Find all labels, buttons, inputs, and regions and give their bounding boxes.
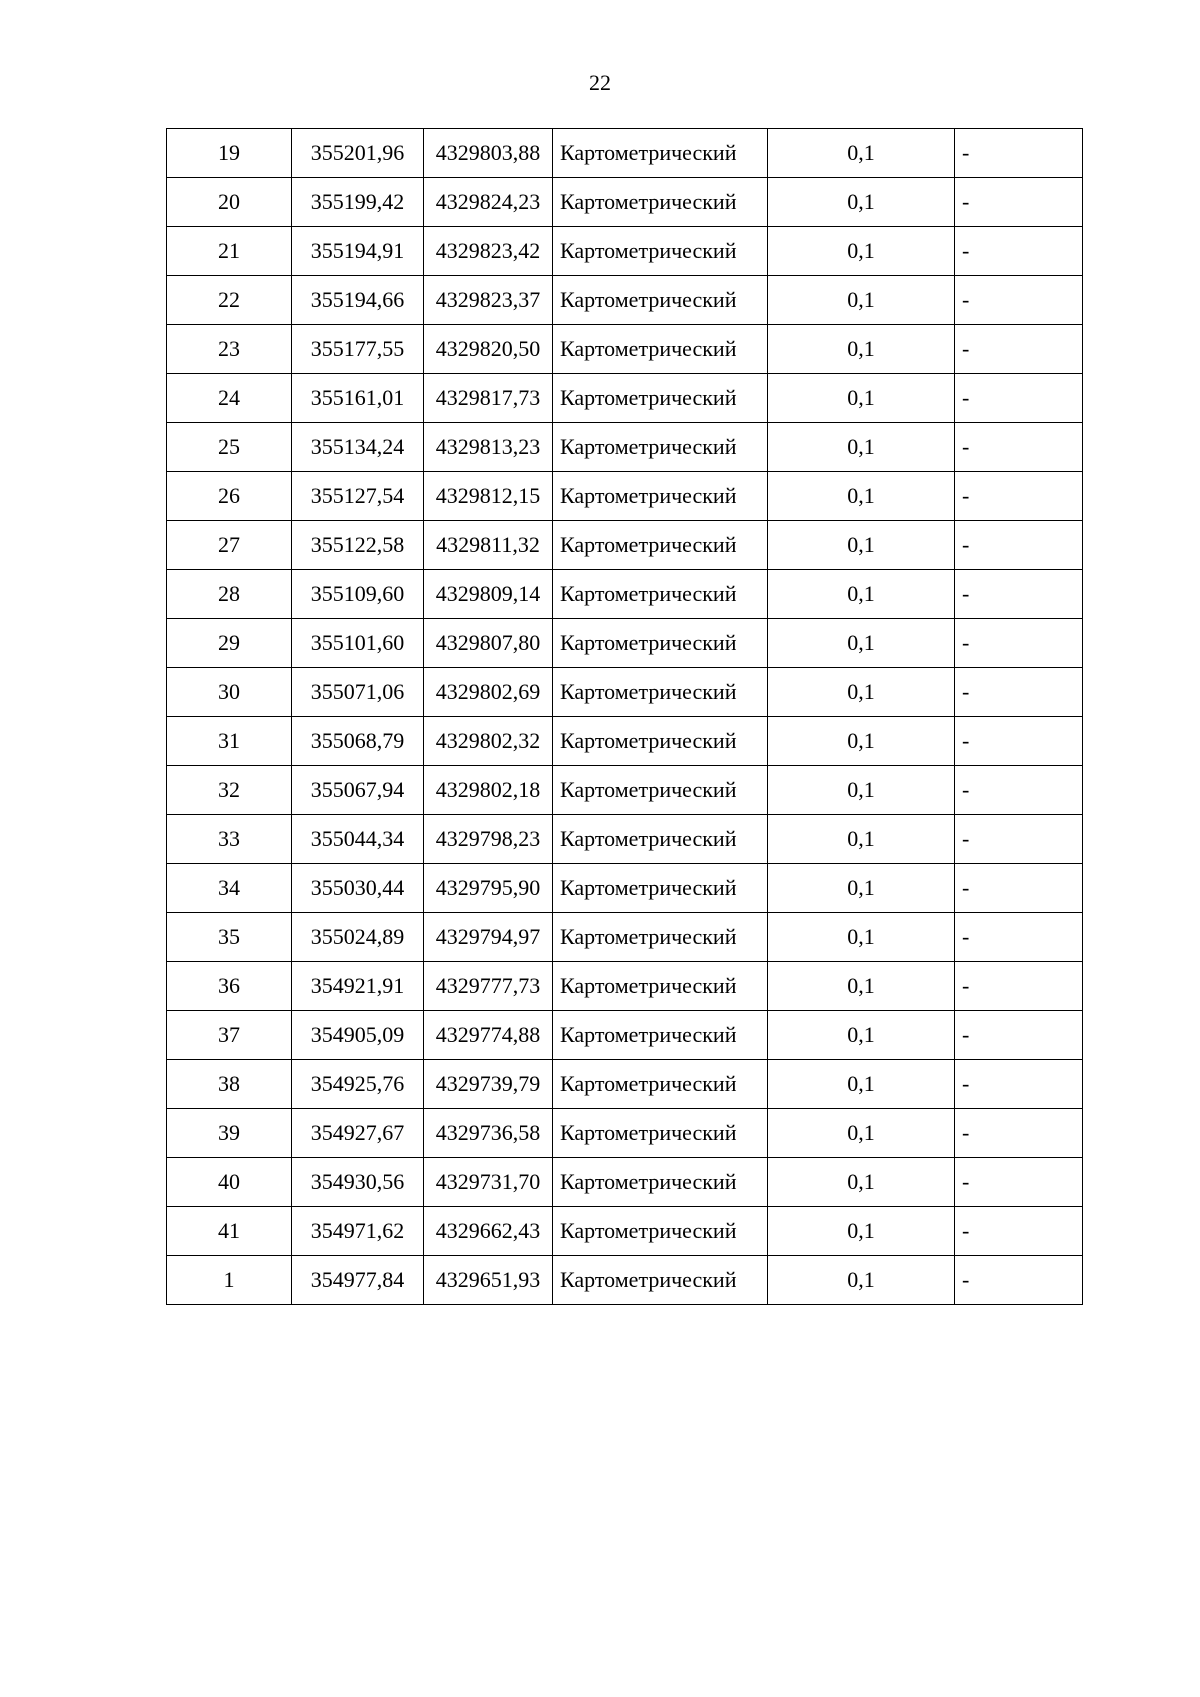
x-coordinate-cell: 355201,96 [292, 129, 424, 178]
x-coordinate-cell: 354971,62 [292, 1207, 424, 1256]
accuracy-cell: 0,1 [768, 766, 955, 815]
method-cell: Картометрический [553, 815, 768, 864]
accuracy-cell: 0,1 [768, 521, 955, 570]
method-cell: Картометрический [553, 1109, 768, 1158]
y-coordinate-cell: 4329802,69 [424, 668, 553, 717]
note-cell: - [955, 374, 1083, 423]
method-cell: Картометрический [553, 570, 768, 619]
note-cell: - [955, 1109, 1083, 1158]
note-cell: - [955, 178, 1083, 227]
note-cell: - [955, 913, 1083, 962]
point-number-cell: 28 [167, 570, 292, 619]
x-coordinate-cell: 355068,79 [292, 717, 424, 766]
note-cell: - [955, 717, 1083, 766]
y-coordinate-cell: 4329736,58 [424, 1109, 553, 1158]
y-coordinate-cell: 4329651,93 [424, 1256, 553, 1305]
note-cell: - [955, 1256, 1083, 1305]
note-cell: - [955, 521, 1083, 570]
note-cell: - [955, 668, 1083, 717]
point-number-cell: 32 [167, 766, 292, 815]
method-cell: Картометрический [553, 913, 768, 962]
method-cell: Картометрический [553, 1207, 768, 1256]
table-row [167, 1011, 1083, 1060]
method-cell: Картометрический [553, 472, 768, 521]
table-row [167, 1060, 1083, 1109]
method-cell: Картометрический [553, 766, 768, 815]
x-coordinate-cell: 354905,09 [292, 1011, 424, 1060]
method-cell: Картометрический [553, 227, 768, 276]
point-number-cell: 21 [167, 227, 292, 276]
y-coordinate-cell: 4329739,79 [424, 1060, 553, 1109]
y-coordinate-cell: 4329807,80 [424, 619, 553, 668]
accuracy-cell: 0,1 [768, 374, 955, 423]
point-number-cell: 25 [167, 423, 292, 472]
table-row [167, 619, 1083, 668]
table-row [167, 227, 1083, 276]
point-number-cell: 30 [167, 668, 292, 717]
note-cell: - [955, 815, 1083, 864]
method-cell: Картометрический [553, 1060, 768, 1109]
y-coordinate-cell: 4329812,15 [424, 472, 553, 521]
method-cell: Картометрический [553, 1011, 768, 1060]
point-number-cell: 29 [167, 619, 292, 668]
x-coordinate-cell: 355071,06 [292, 668, 424, 717]
accuracy-cell: 0,1 [768, 325, 955, 374]
point-number-cell: 20 [167, 178, 292, 227]
y-coordinate-cell: 4329777,73 [424, 962, 553, 1011]
y-coordinate-cell: 4329795,90 [424, 864, 553, 913]
method-cell: Картометрический [553, 962, 768, 1011]
method-cell: Картометрический [553, 129, 768, 178]
note-cell: - [955, 227, 1083, 276]
accuracy-cell: 0,1 [768, 1109, 955, 1158]
table-row [167, 276, 1083, 325]
x-coordinate-cell: 355161,01 [292, 374, 424, 423]
table-row [167, 472, 1083, 521]
table-row [167, 178, 1083, 227]
point-number-cell: 33 [167, 815, 292, 864]
note-cell: - [955, 1011, 1083, 1060]
accuracy-cell: 0,1 [768, 1011, 955, 1060]
y-coordinate-cell: 4329802,18 [424, 766, 553, 815]
y-coordinate-cell: 4329813,23 [424, 423, 553, 472]
x-coordinate-cell: 355030,44 [292, 864, 424, 913]
table-row [167, 1256, 1083, 1305]
y-coordinate-cell: 4329824,23 [424, 178, 553, 227]
y-coordinate-cell: 4329662,43 [424, 1207, 553, 1256]
note-cell: - [955, 962, 1083, 1011]
y-coordinate-cell: 4329811,32 [424, 521, 553, 570]
method-cell: Картометрический [553, 717, 768, 766]
method-cell: Картометрический [553, 521, 768, 570]
table-row [167, 325, 1083, 374]
table-row [167, 717, 1083, 766]
point-number-cell: 39 [167, 1109, 292, 1158]
table-row [167, 668, 1083, 717]
x-coordinate-cell: 355024,89 [292, 913, 424, 962]
coordinates-table [166, 128, 1083, 1305]
note-cell: - [955, 1207, 1083, 1256]
note-cell: - [955, 129, 1083, 178]
accuracy-cell: 0,1 [768, 423, 955, 472]
table-row [167, 521, 1083, 570]
table-row [167, 374, 1083, 423]
accuracy-cell: 0,1 [768, 570, 955, 619]
y-coordinate-cell: 4329817,73 [424, 374, 553, 423]
x-coordinate-cell: 354927,67 [292, 1109, 424, 1158]
table-row [167, 570, 1083, 619]
accuracy-cell: 0,1 [768, 276, 955, 325]
table-row [167, 864, 1083, 913]
x-coordinate-cell: 354925,76 [292, 1060, 424, 1109]
accuracy-cell: 0,1 [768, 619, 955, 668]
x-coordinate-cell: 355101,60 [292, 619, 424, 668]
x-coordinate-cell: 355122,58 [292, 521, 424, 570]
point-number-cell: 26 [167, 472, 292, 521]
point-number-cell: 38 [167, 1060, 292, 1109]
table-row [167, 1207, 1083, 1256]
x-coordinate-cell: 355067,94 [292, 766, 424, 815]
point-number-cell: 31 [167, 717, 292, 766]
point-number-cell: 37 [167, 1011, 292, 1060]
point-number-cell: 34 [167, 864, 292, 913]
point-number-cell: 36 [167, 962, 292, 1011]
x-coordinate-cell: 355044,34 [292, 815, 424, 864]
table-row [167, 1158, 1083, 1207]
table-row [167, 815, 1083, 864]
y-coordinate-cell: 4329731,70 [424, 1158, 553, 1207]
x-coordinate-cell: 355127,54 [292, 472, 424, 521]
method-cell: Картометрический [553, 1256, 768, 1305]
table-row [167, 129, 1083, 178]
note-cell: - [955, 423, 1083, 472]
accuracy-cell: 0,1 [768, 668, 955, 717]
point-number-cell: 35 [167, 913, 292, 962]
table-row [167, 913, 1083, 962]
note-cell: - [955, 864, 1083, 913]
x-coordinate-cell: 355177,55 [292, 325, 424, 374]
accuracy-cell: 0,1 [768, 129, 955, 178]
page-number: 22 [589, 70, 611, 95]
y-coordinate-cell: 4329798,23 [424, 815, 553, 864]
x-coordinate-cell: 354977,84 [292, 1256, 424, 1305]
y-coordinate-cell: 4329823,37 [424, 276, 553, 325]
x-coordinate-cell: 355134,24 [292, 423, 424, 472]
x-coordinate-cell: 355109,60 [292, 570, 424, 619]
note-cell: - [955, 619, 1083, 668]
table-row [167, 423, 1083, 472]
table-row [167, 1109, 1083, 1158]
accuracy-cell: 0,1 [768, 815, 955, 864]
point-number-cell: 1 [167, 1256, 292, 1305]
method-cell: Картометрический [553, 276, 768, 325]
x-coordinate-cell: 355199,42 [292, 178, 424, 227]
x-coordinate-cell: 354930,56 [292, 1158, 424, 1207]
accuracy-cell: 0,1 [768, 962, 955, 1011]
method-cell: Картометрический [553, 374, 768, 423]
y-coordinate-cell: 4329820,50 [424, 325, 553, 374]
note-cell: - [955, 472, 1083, 521]
method-cell: Картометрический [553, 423, 768, 472]
accuracy-cell: 0,1 [768, 227, 955, 276]
method-cell: Картометрический [553, 325, 768, 374]
accuracy-cell: 0,1 [768, 1256, 955, 1305]
note-cell: - [955, 766, 1083, 815]
note-cell: - [955, 570, 1083, 619]
accuracy-cell: 0,1 [768, 178, 955, 227]
point-number-cell: 27 [167, 521, 292, 570]
method-cell: Картометрический [553, 864, 768, 913]
accuracy-cell: 0,1 [768, 717, 955, 766]
point-number-cell: 22 [167, 276, 292, 325]
accuracy-cell: 0,1 [768, 472, 955, 521]
accuracy-cell: 0,1 [768, 1207, 955, 1256]
method-cell: Картометрический [553, 1158, 768, 1207]
y-coordinate-cell: 4329823,42 [424, 227, 553, 276]
x-coordinate-cell: 354921,91 [292, 962, 424, 1011]
y-coordinate-cell: 4329802,32 [424, 717, 553, 766]
point-number-cell: 40 [167, 1158, 292, 1207]
accuracy-cell: 0,1 [768, 864, 955, 913]
point-number-cell: 23 [167, 325, 292, 374]
y-coordinate-cell: 4329809,14 [424, 570, 553, 619]
note-cell: - [955, 325, 1083, 374]
note-cell: - [955, 276, 1083, 325]
method-cell: Картометрический [553, 668, 768, 717]
x-coordinate-cell: 355194,66 [292, 276, 424, 325]
point-number-cell: 24 [167, 374, 292, 423]
note-cell: - [955, 1060, 1083, 1109]
accuracy-cell: 0,1 [768, 913, 955, 962]
accuracy-cell: 0,1 [768, 1060, 955, 1109]
table-row [167, 962, 1083, 1011]
y-coordinate-cell: 4329774,88 [424, 1011, 553, 1060]
point-number-cell: 19 [167, 129, 292, 178]
y-coordinate-cell: 4329803,88 [424, 129, 553, 178]
note-cell: - [955, 1158, 1083, 1207]
x-coordinate-cell: 355194,91 [292, 227, 424, 276]
table-row [167, 766, 1083, 815]
method-cell: Картометрический [553, 178, 768, 227]
accuracy-cell: 0,1 [768, 1158, 955, 1207]
y-coordinate-cell: 4329794,97 [424, 913, 553, 962]
method-cell: Картометрический [553, 619, 768, 668]
coordinates-table-body [167, 129, 1083, 1305]
point-number-cell: 41 [167, 1207, 292, 1256]
